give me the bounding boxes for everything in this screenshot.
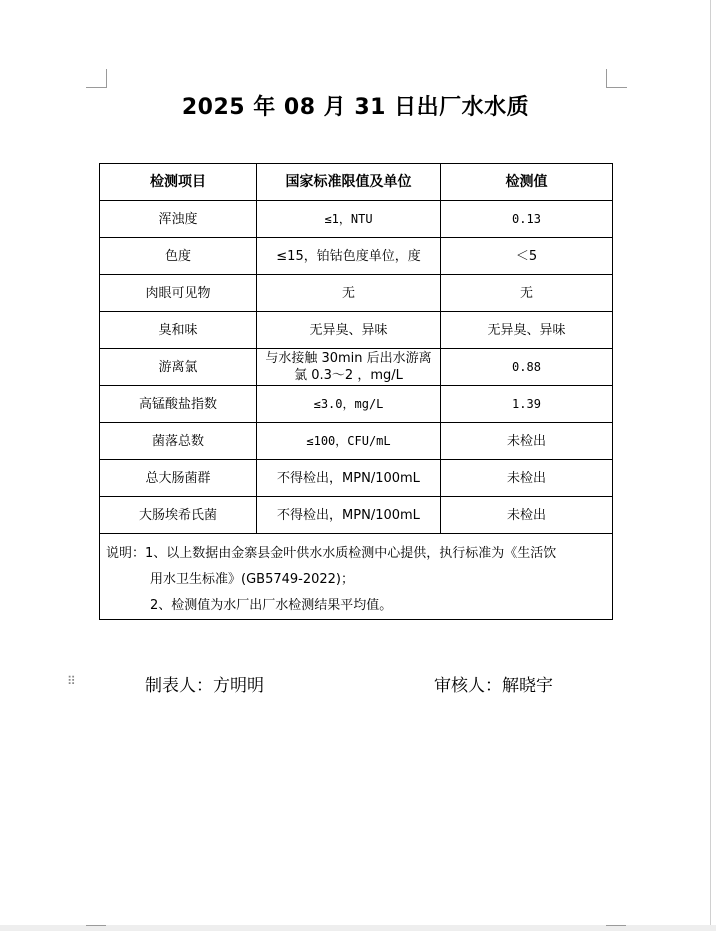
cell-item: 大肠埃希氏菌 (100, 497, 257, 534)
cell-item: 臭和味 (100, 312, 257, 349)
water-quality-table (99, 163, 613, 620)
table-row (100, 312, 613, 349)
header-test-item: 检测项目 (100, 164, 257, 201)
cell-value: 未检出 (441, 497, 613, 534)
table-row (100, 201, 613, 238)
cell-value: 无异臭、异味 (441, 312, 613, 349)
cell-value: 未检出 (441, 460, 613, 497)
cell-value: ＜5 (441, 238, 613, 275)
cell-standard: 不得检出，MPN/100mL (257, 460, 441, 497)
table-row (100, 349, 613, 386)
drag-handle-icon[interactable]: ⠿ (67, 674, 75, 688)
header-standard-limit: 国家标准限值及单位 (257, 164, 441, 201)
table-note (100, 534, 613, 620)
crop-mark-top-left (86, 69, 107, 88)
table-row (100, 275, 613, 312)
cell-standard: ≤100，CFU/mL (257, 423, 441, 460)
cell-item: 高锰酸盐指数 (100, 386, 257, 423)
table-row (100, 423, 613, 460)
cell-item: 菌落总数 (100, 423, 257, 460)
table-row (100, 460, 613, 497)
table-row (100, 497, 613, 534)
cell-standard: 与水接触 30min 后出水游离氯 0.3～2 ，mg/L (257, 349, 441, 386)
crop-mark-bottom-right (606, 925, 626, 928)
cell-item: 游离氯 (100, 349, 257, 386)
cell-value: 1.39 (441, 386, 613, 423)
crop-mark-bottom-left (86, 925, 106, 928)
cell-item: 色度 (100, 238, 257, 275)
cell-value: 无 (441, 275, 613, 312)
cell-item: 浑浊度 (100, 201, 257, 238)
table-row (100, 386, 613, 423)
table-header-row (100, 164, 613, 201)
cell-item: 总大肠菌群 (100, 460, 257, 497)
crop-mark-top-right (606, 69, 627, 88)
cell-value: 0.13 (441, 201, 613, 238)
note-line-1-continued: 用水卫生标准》(GB5749-2022)； (150, 572, 354, 587)
cell-standard: 无 (257, 275, 441, 312)
table-row (100, 238, 613, 275)
note-line-1: 说明：1、以上数据由金寨县金叶供水水质检测中心提供，执行标准为《生活饮 (106, 546, 557, 561)
cell-standard: ≤15，铂钴色度单位，度 (257, 238, 441, 275)
page-edge (710, 0, 711, 931)
cell-value: 未检出 (441, 423, 613, 460)
cell-standard: 不得检出，MPN/100mL (257, 497, 441, 534)
document-title: 2025 年 08 月 31 日出厂水水质 (181, 95, 530, 120)
header-measured-value: 检测值 (441, 164, 613, 201)
cell-value: 0.88 (441, 349, 613, 386)
reviewer-signature: 审核人：解晓宇 (434, 676, 553, 696)
cell-standard: ≤1，NTU (257, 201, 441, 238)
note-line-2: 2、检测值为水厂出厂水检测结果平均值。 (150, 598, 393, 613)
cell-standard: ≤3.0，mg/L (257, 386, 441, 423)
table-maker-signature: 制表人：方明明 (145, 676, 264, 696)
cell-standard: 无异臭、异味 (257, 312, 441, 349)
table-note-row (100, 534, 613, 620)
cell-item: 肉眼可见物 (100, 275, 257, 312)
